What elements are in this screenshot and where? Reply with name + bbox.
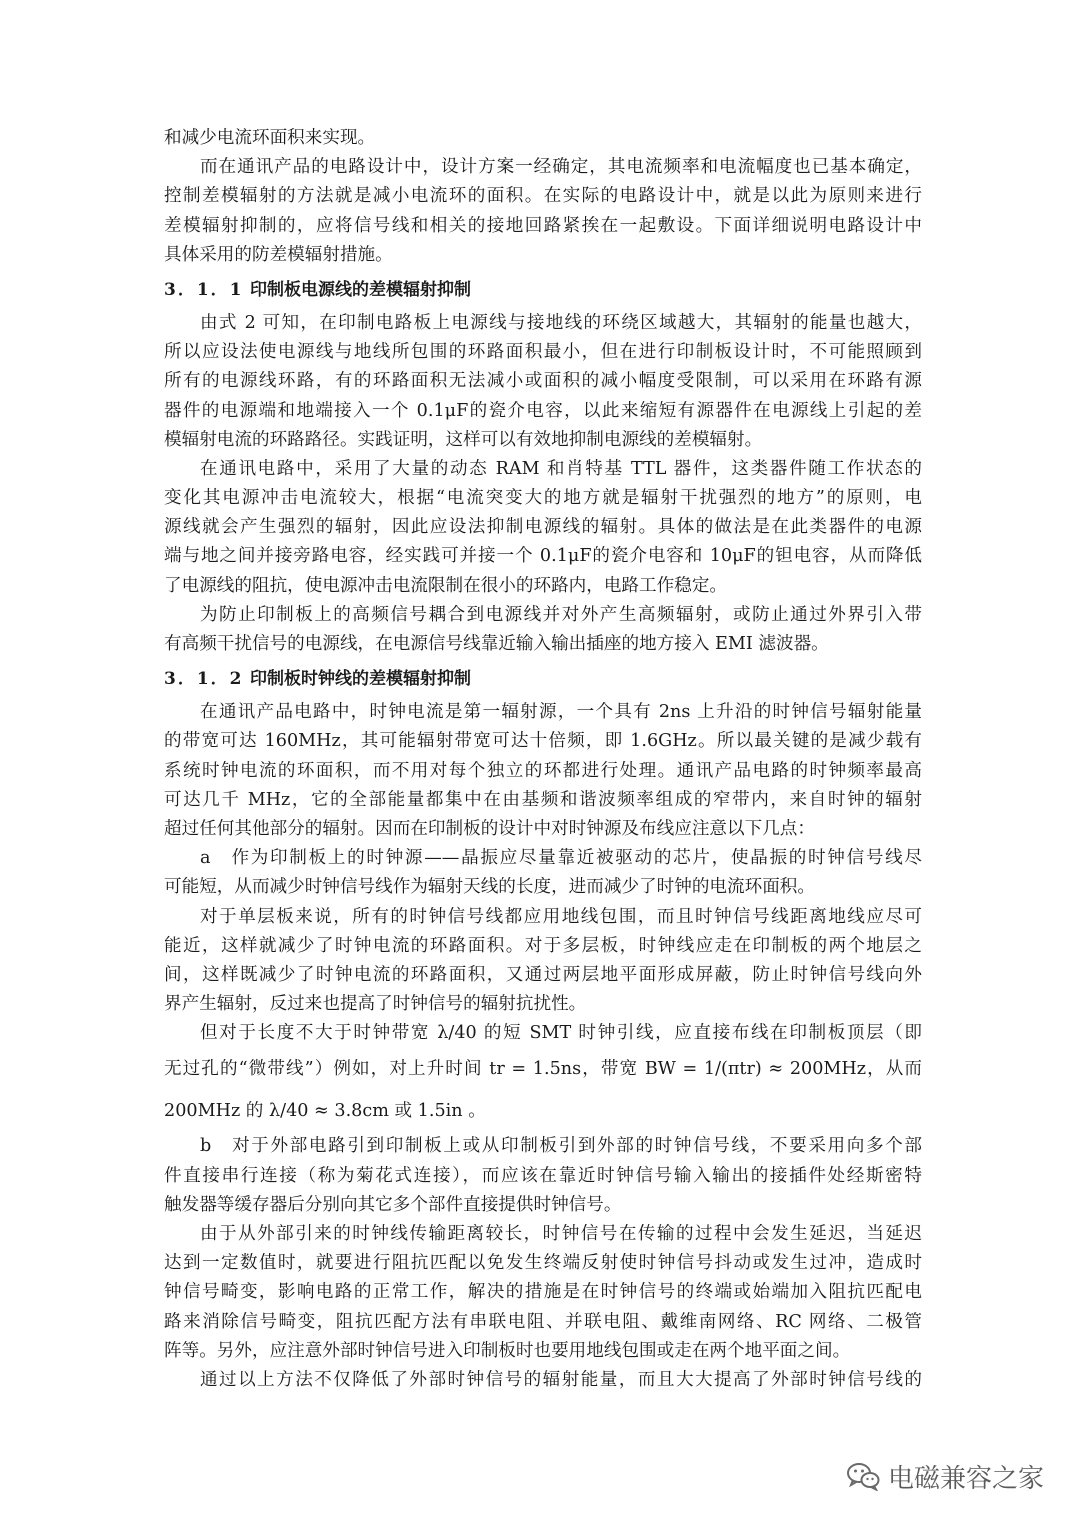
text-line: 路来消除信号畸变，阻抗匹配方法有串联电阻、并联电阻、戴维南网络、RC 网络、二极管 bbox=[164, 1311, 922, 1332]
text-line: 变化其电源冲击电流较大，根据“电流突变大的地方就是辐射干扰强烈的地方”的原则，电 bbox=[164, 488, 922, 509]
text-line: 源线就会产生强烈的辐射，因此应设法抑制电源线的辐射。具体的做法是在此类器件的电源 bbox=[164, 517, 922, 538]
text-line: 系统时钟电流的环面积，而不用对每个独立的环都进行处理。通讯产品电路的时钟频率最高 bbox=[164, 760, 922, 781]
text-line: 通过以上方法不仅降低了外部时钟信号的辐射能量，而且大大提高了外部时钟信号线的 bbox=[200, 1369, 922, 1390]
text-line: 间，这样既减少了时钟电流的环路面积，又通过两层地平面形成屏蔽，防止时钟信号线向外 bbox=[164, 964, 922, 985]
section-heading bbox=[164, 662, 922, 696]
text-line: 所以应设法使电源线与地线所包围的环路面积最小，但在进行印制板设计时，不可能照顾到 bbox=[164, 342, 922, 363]
text-line: 控制差模辐射的方法就是减小电流环的面积。在实际的电路设计中，就是以此为原则来进行 bbox=[164, 186, 922, 207]
text-line: 端与地之间并接旁路电容，经实践可并接一个 0.1μF的瓷介电容和 10μF的钽电容，从而降低 bbox=[164, 546, 922, 567]
text-line: 界产生辐射，反过来也提高了时钟信号的辐射抗扰性。 bbox=[164, 994, 587, 1015]
section-number: 3．1．1 bbox=[164, 279, 244, 300]
text-line: 在通讯电路中，采用了大量的动态 RAM 和肖特基 TTL 器件，这类器件随工作状态的 bbox=[200, 458, 922, 479]
text-line: 器件的电源端和地端接入一个 0.1μF的瓷介电容，以此来缩短有源器件在电源线上引起的差 bbox=[164, 400, 922, 421]
document-body bbox=[164, 124, 922, 1395]
text-line: 能近，这样就减少了时钟电流的环路面积。对于多层板，时钟线应走在印制板的两个地层之 bbox=[164, 935, 922, 956]
formula-line: 无过孔的“微带线”）例如，对上升时间 tr = 1.5ns，带宽 BW = 1/(πtr) ≈ 200MHz，从而 bbox=[164, 1059, 922, 1080]
text-line: 由于从外部引来的时钟线传输距离较长，时钟信号在传输的过程中会发生延迟，当延迟 bbox=[200, 1224, 922, 1244]
text-line: 件直接串行连接（称为菊花式连接），而应该在靠近时钟信号输入输出的接插件处经斯密特 bbox=[164, 1165, 922, 1186]
text-line: 有高频干扰信号的电源线，在电源信号线靠近输入输出插座的地方接入 EMI 滤波器。 bbox=[164, 634, 829, 654]
text-line: 模辐射电流的环路路径。实践证明，这样可以有效地抑制电源线的差模辐射。 bbox=[164, 429, 763, 450]
wechat-icon bbox=[846, 1461, 880, 1491]
text-line: a 作为印制板上的时钟源——晶振应尽量靠近被驱动的芯片，使晶振的时钟信号线尽 bbox=[200, 848, 922, 869]
text-line: 超过任何其他部分的辐射。因而在印制板的设计中对时钟源及布线应注意以下几点： bbox=[164, 818, 815, 839]
section-heading bbox=[164, 273, 922, 307]
text-line: 但对于长度不大于时钟带宽 λ/40 的短 SMT 时钟引线，应直接布线在印制板顶层（即 bbox=[200, 1023, 922, 1044]
text-line: 可达几千 MHz，它的全部能量都集中在由基频和谐波频率组成的窄带内，来自时钟的辐射 bbox=[164, 789, 922, 810]
section-title: 印制板电源线的差模辐射抑制 bbox=[250, 279, 471, 300]
text-line: 阵等。另外，应注意外部时钟信号进入印制板时也要用地线包围或走在两个地平面之间。 bbox=[164, 1340, 851, 1361]
text-line: 在通讯产品电路中，时钟电流是第一辐射源，一个具有 2ns 上升沿的时钟信号辐射能量 bbox=[200, 702, 922, 723]
text-line: 触发器等缓存器后分别向其它多个部件直接提供时钟信号。 bbox=[164, 1194, 622, 1215]
text-line: b 对于外部电路引到印制板上或从印制板引到外部的时钟信号线，不要采用向多个部 bbox=[200, 1136, 922, 1157]
formula-line: 200MHz 的 λ/40 ≈ 3.8cm 或 1.5in 。 bbox=[164, 1101, 486, 1122]
text-line: 和减少电流环面积来实现。 bbox=[164, 128, 376, 148]
text-line: 可能短，从而减少时钟信号线作为辐射天线的长度，进而减少了时钟的电流环面积。 bbox=[164, 877, 815, 898]
watermark bbox=[846, 1456, 1044, 1496]
text-line: 的带宽可达 160MHz，其可能辐射带宽可达十倍频，即 1.6GHz。所以最关键的是减少载有 bbox=[164, 731, 922, 752]
text-line: 由式 2 可知，在印制电路板上电源线与接地线的环绕区域越大，其辐射的能量也越大， bbox=[200, 312, 922, 333]
section-number: 3．1．2 bbox=[164, 669, 244, 690]
watermark-text: 电磁兼容之家 bbox=[888, 1463, 1045, 1494]
text-line: 差模辐射抑制的，应将信号线和相关的接地回路紧挨在一起敷设。下面详细说明电路设计中 bbox=[164, 215, 922, 236]
text-line: 钟信号畸变，影响电路的正常工作，解决的措施是在时钟信号的终端或始端加入阻抗匹配电 bbox=[164, 1282, 922, 1303]
text-line: 了电源线的阻抗，使电源冲击电流限制在很小的环路内，电路工作稳定。 bbox=[164, 575, 728, 596]
text-line: 对于单层板来说，所有的时钟信号线都应用地线包围，而且时钟信号线距离地线应尽可 bbox=[200, 906, 922, 927]
text-line: 具体采用的防差模辐射措施。 bbox=[164, 244, 393, 265]
text-line: 而在通讯产品的电路设计中，设计方案一经确定，其电流频率和电流幅度也已基本确定， bbox=[200, 157, 922, 178]
section-title: 印制板时钟线的差模辐射抑制 bbox=[250, 669, 471, 690]
text-line: 达到一定数值时，就要进行阻抗匹配以免发生终端反射使时钟信号抖动或发生过冲，造成时 bbox=[164, 1253, 922, 1274]
text-line: 为防止印制板上的高频信号耦合到电源线并对外产生高频辐射，或防止通过外界引入带 bbox=[200, 604, 922, 625]
text-line: 所有的电源线环路，有的环路面积无法减小或面积的减小幅度受限制，可以采用在环路有源 bbox=[164, 371, 922, 392]
